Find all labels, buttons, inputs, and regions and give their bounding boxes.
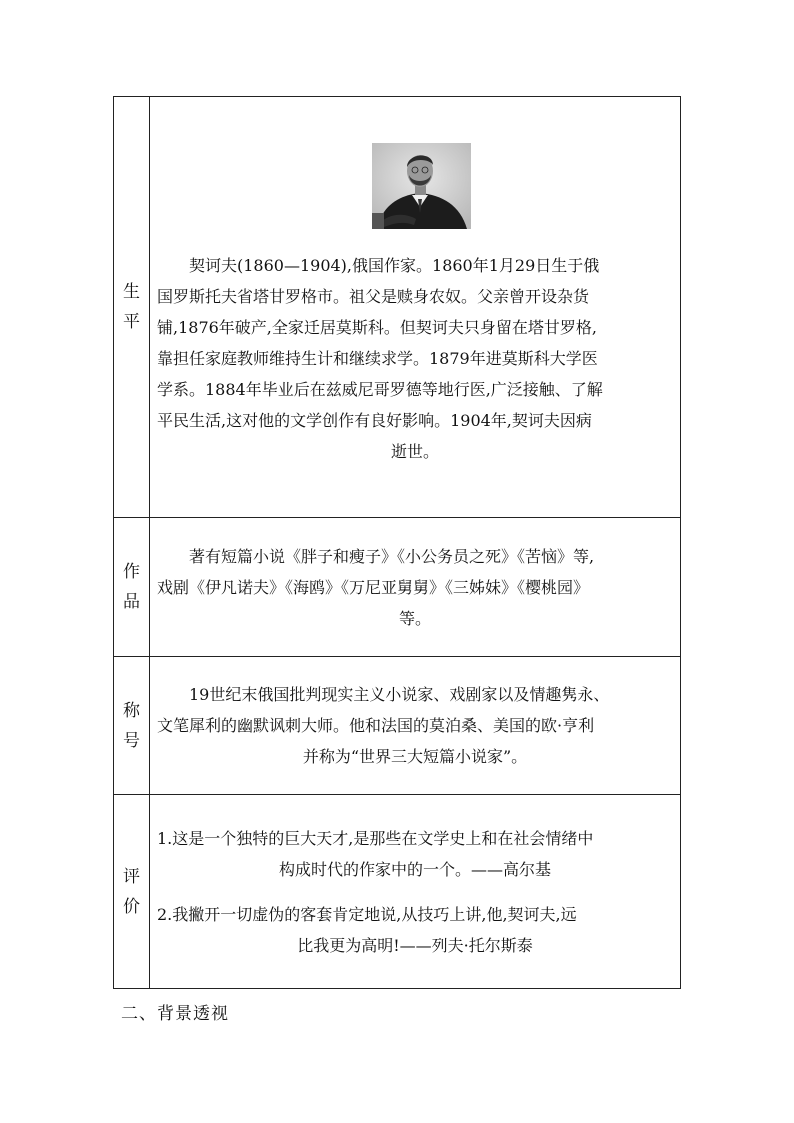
title-content-cell — [150, 657, 681, 795]
bio-line: 靠担任家庭教师维持生计和继续求学。1879年进莫斯科大学医 — [157, 349, 598, 368]
works-label-char-1: 作 — [123, 562, 140, 582]
evaluation-content-cell — [150, 795, 681, 989]
section-heading: 二、背景透视 — [121, 1004, 229, 1024]
bio-line: 逝世。 — [390, 442, 439, 461]
table-row-evaluation — [114, 795, 681, 989]
works-line: 著有短篇小说《胖子和瘦子》《小公务员之死》《苦恼》等, — [189, 546, 595, 566]
portrait-image — [372, 143, 471, 229]
evaluation-label-cell — [114, 795, 150, 989]
works-label-cell — [114, 518, 150, 657]
quote-line: 1.这是一个独特的巨大天才,是那些在文学史上和在社会情绪中 — [157, 828, 594, 848]
works-content-cell — [150, 518, 681, 657]
author-portrait-photo — [372, 143, 471, 229]
title-label-cell — [114, 657, 150, 795]
bio-line: 铺,1876年破产,全家迁居莫斯科。但契诃夫只身留在塔甘罗格, — [157, 318, 597, 337]
life-content-cell — [150, 97, 681, 518]
works-line: 戏剧《伊凡诺夫》《海鸥》《万尼亚舅舅》《三姊妹》《樱桃园》 — [157, 577, 590, 597]
life-label-char-2: 平 — [123, 312, 140, 332]
table-row-works — [114, 518, 681, 657]
title-line: 19世纪末俄国批判现实主义小说家、戏剧家以及情趣隽永、 — [189, 685, 610, 704]
table-row-life — [114, 97, 681, 518]
title-line: 文笔犀利的幽默讽刺大师。他和法国的莫泊桑、美国的欧·亨利 — [157, 716, 595, 735]
portrait-container — [157, 133, 673, 250]
bio-line: 学系。1884年毕业后在兹威尼哥罗德等地行医,广泛接触、了解 — [157, 380, 603, 399]
table-row-title — [114, 657, 681, 795]
biography-text — [157, 250, 673, 481]
bio-line: 国罗斯托夫省塔甘罗格市。祖父是赎身农奴。父亲曾开设杂货 — [157, 287, 590, 306]
quote-line: 2.我撇开一切虚伪的客套肯定地说,从技巧上讲,他,契诃夫,远 — [157, 904, 577, 924]
evaluation-label-char-2: 价 — [123, 896, 140, 917]
title-line: 并称为“世界三大短篇小说家”。 — [302, 747, 528, 766]
evaluation-quote-1 — [157, 823, 673, 885]
evaluation-label-char-1: 评 — [123, 866, 140, 887]
title-label-char-2: 号 — [123, 730, 140, 751]
bio-line: 契诃夫(1860—1904),俄国作家。1860年1月29日生于俄 — [189, 256, 600, 275]
quote-line: 比我更为高明!——列夫·托尔斯泰 — [297, 935, 533, 955]
works-label-char-2: 品 — [123, 592, 140, 612]
bio-line: 平民生活,这对他的文学创作有良好影响。1904年,契诃夫因病 — [157, 411, 592, 430]
author-info-table — [113, 96, 681, 989]
title-label-char-1: 称 — [123, 700, 140, 721]
life-label-cell — [114, 97, 150, 518]
life-label-char-1: 生 — [123, 282, 140, 302]
works-line: 等。 — [398, 608, 431, 628]
evaluation-quote-2 — [157, 899, 673, 961]
quote-line: 构成时代的作家中的一个。——高尔基 — [278, 859, 551, 879]
